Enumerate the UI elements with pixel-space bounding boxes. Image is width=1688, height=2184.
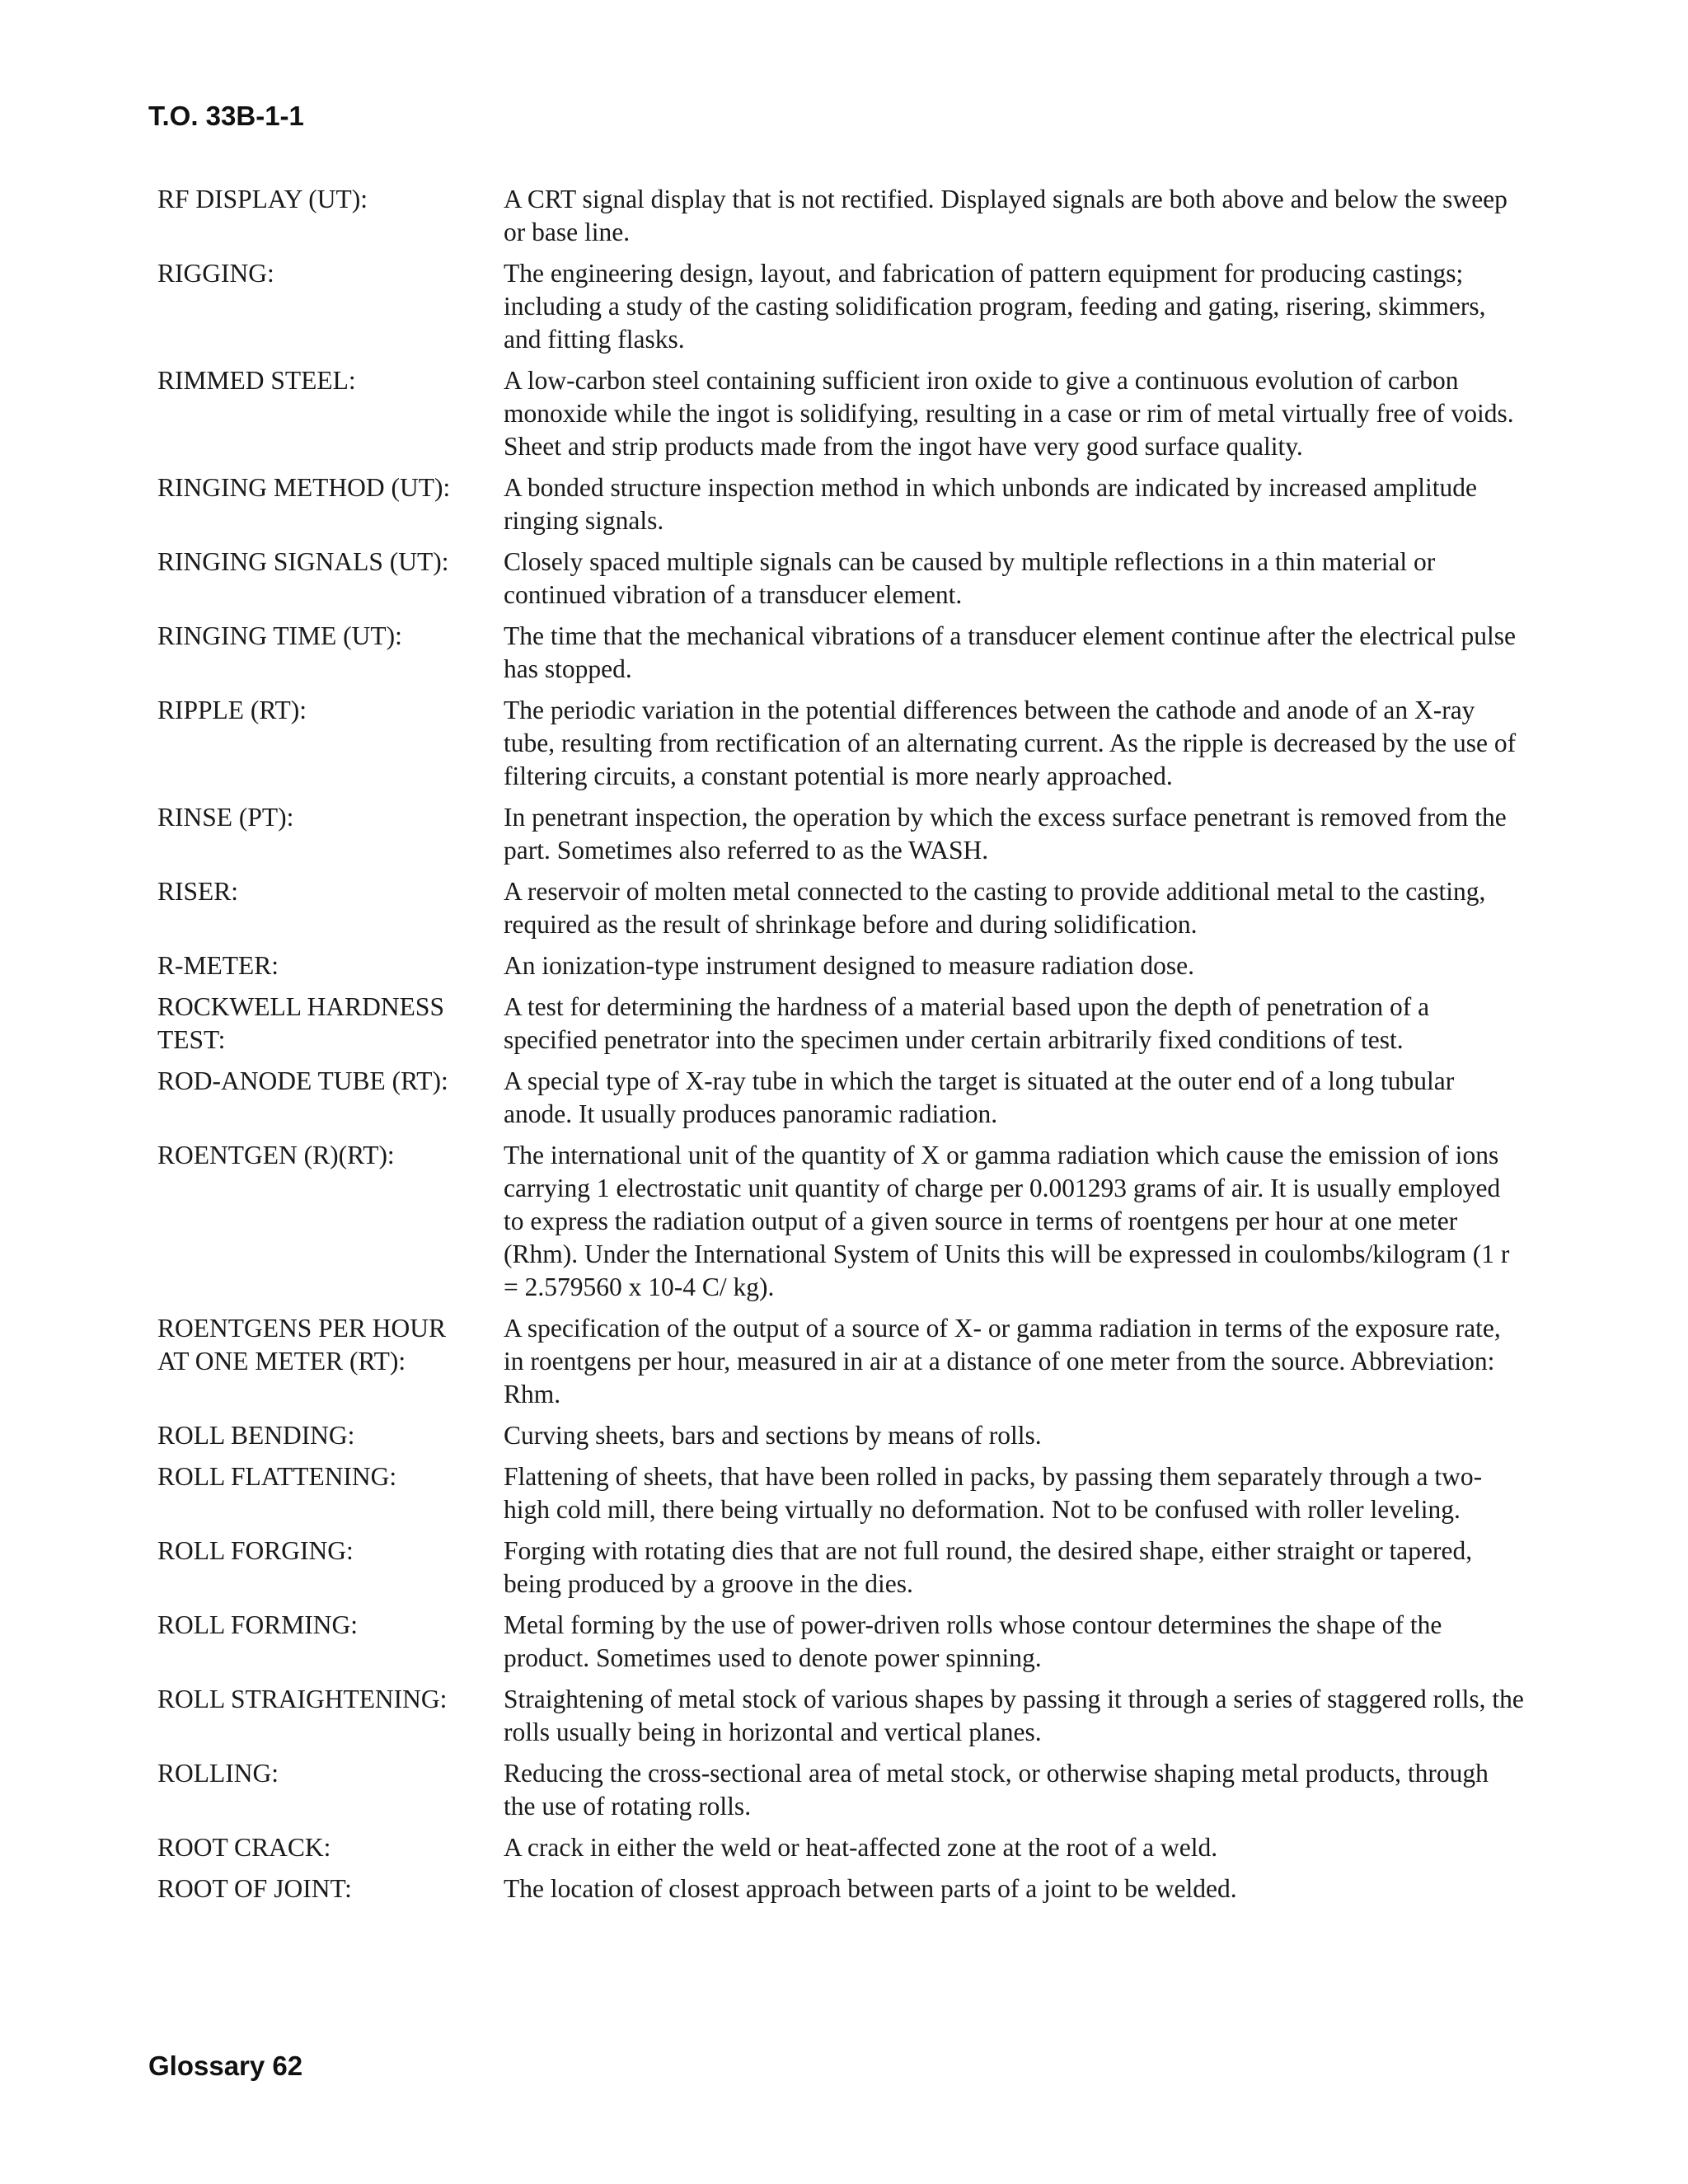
glossary-list: [157, 183, 1526, 1914]
glossary-term: ROLL FORMING:: [157, 1610, 358, 1639]
glossary-definition: The international unit of the quantity of X or gamma radiation which cause the emission of ions carrying 1 electrostatic unit quantity of charge per 0.001293 grams of air. It is usually employed to express the radiation output of a given source in terms of roentgens per hour at one meter (Rhm). Under the International System of Units this will be expressed in coulombs/kilogram (1 r = 2.579560 x 10-4 C/ kg).: [504, 1141, 1510, 1301]
glossary-term: RIMMED STEEL:: [157, 366, 356, 395]
glossary-term: RIPPLE (RT):: [157, 696, 307, 724]
glossary-definition: The periodic variation in the potential differences between the cathode and anode of an X-ray tube, resulting from rectification of an alternating current. As the ripple is decreased by the use of filtering circuits, a constant potential is more nearly approached.: [504, 696, 1517, 790]
glossary-term: ROD-ANODE TUBE (RT):: [157, 1066, 448, 1095]
glossary-definition: A reservoir of molten metal connected to the casting to provide additional metal to the casting, required as the result of shrinkage before and during solidification.: [504, 877, 1486, 939]
glossary-definition: The location of closest approach between parts of a joint to be welded.: [504, 1874, 1237, 1903]
glossary-definition: Curving sheets, bars and sections by means of rolls.: [504, 1421, 1042, 1450]
glossary-entry: [157, 949, 1526, 982]
glossary-term: RF DISPLAY (UT):: [157, 185, 368, 213]
document-id-header: T.O. 33B-1-1: [148, 101, 304, 131]
glossary-entry: [157, 183, 1526, 249]
glossary-term: RISER:: [157, 877, 239, 906]
page-number-footer: Glossary 62: [148, 2050, 303, 2081]
glossary-entry: [157, 991, 1526, 1057]
glossary-entry: [157, 1831, 1526, 1864]
glossary-entry: [157, 1419, 1526, 1452]
glossary-entry: [157, 875, 1526, 941]
glossary-entry: [157, 471, 1526, 537]
glossary-definition: In penetrant inspection, the operation by which the excess surface penetrant is removed from the part. Sometimes also referred to as the WASH.: [504, 803, 1507, 865]
glossary-entry: [157, 620, 1526, 686]
glossary-entry: [157, 1757, 1526, 1823]
glossary-definition: Flattening of sheets, that have been rolled in packs, by passing them separately through a two-high cold mill, there being virtually no deformation. Not to be confused with roller leveling.: [504, 1462, 1483, 1524]
glossary-term: RINGING TIME (UT):: [157, 621, 402, 650]
glossary-definition: Forging with rotating dies that are not full round, the desired shape, either straight or tapered, being produced by a groove in the dies.: [504, 1536, 1473, 1598]
glossary-entry: [157, 1460, 1526, 1526]
glossary-entry: [157, 1065, 1526, 1131]
glossary-term: RIGGING:: [157, 259, 274, 288]
glossary-definition: The engineering design, layout, and fabrication of pattern equipment for producing castings; including a study of the casting solidification program, feeding and gating, risering, skimmers, and fitting flasks.: [504, 259, 1486, 354]
glossary-definition: Closely spaced multiple signals can be caused by multiple reflections in a thin material or continued vibration of a transducer element.: [504, 547, 1436, 609]
glossary-term: ROCKWELL HARDNESS TEST:: [157, 992, 444, 1054]
glossary-definition: A low-carbon steel containing sufficient iron oxide to give a continuous evolution of carbon monoxide while the ingot is solidifying, resulting in a case or rim of metal virtually free of voids. Sheet and strip products made from the ingot have very good surface quality.: [504, 366, 1514, 461]
glossary-term: ROOT OF JOINT:: [157, 1874, 352, 1903]
glossary-term: RINGING SIGNALS (UT):: [157, 547, 449, 576]
glossary-term: ROOT CRACK:: [157, 1833, 331, 1862]
glossary-entry: [157, 257, 1526, 356]
glossary-definition: A test for determining the hardness of a material based upon the depth of penetration of a specified penetrator into the specimen under certain arbitrarily fixed conditions of test.: [504, 992, 1430, 1054]
glossary-term: ROENTGEN (R)(RT):: [157, 1141, 395, 1169]
glossary-entry: [157, 546, 1526, 612]
glossary-term: ROLL FLATTENING:: [157, 1462, 397, 1491]
glossary-term: RINSE (PT):: [157, 803, 294, 832]
glossary-entry: [157, 694, 1526, 793]
glossary-definition: Metal forming by the use of power-driven rolls whose contour determines the shape of the product. Sometimes used to denote power spinning.: [504, 1610, 1442, 1672]
glossary-term: ROENTGENS PER HOUR AT ONE METER (RT):: [157, 1314, 447, 1376]
glossary-definition: The time that the mechanical vibrations of a transducer element continue after the electrical pulse has stopped.: [504, 621, 1516, 683]
glossary-entry: [157, 1535, 1526, 1601]
glossary-term: ROLL STRAIGHTENING:: [157, 1685, 448, 1713]
glossary-entry: [157, 801, 1526, 867]
glossary-definition: Reducing the cross-sectional area of metal stock, or otherwise shaping metal products, through the use of rotating rolls.: [504, 1759, 1489, 1821]
glossary-definition: A special type of X-ray tube in which the target is situated at the outer end of a long tubular anode. It usually produces panoramic radiation.: [504, 1066, 1455, 1128]
glossary-definition: An ionization-type instrument designed to measure radiation dose.: [504, 951, 1195, 980]
glossary-definition: A specification of the output of a source of X- or gamma radiation in terms of the exposure rate, in roentgens per hour, measured in air at a distance of one meter from the source. Abbreviation: Rhm.: [504, 1314, 1501, 1408]
glossary-definition: Straightening of metal stock of various shapes by passing it through a series of staggered rolls, the rolls usually being in horizontal and vertical planes.: [504, 1685, 1524, 1746]
glossary-entry: [157, 1312, 1526, 1411]
glossary-term: RINGING METHOD (UT):: [157, 473, 451, 502]
glossary-entry: [157, 1609, 1526, 1675]
glossary-definition: A CRT signal display that is not rectified. Displayed signals are both above and below the sweep or base line.: [504, 185, 1507, 246]
glossary-term: ROLLING:: [157, 1759, 279, 1788]
glossary-entry: [157, 1872, 1526, 1905]
glossary-entry: [157, 1683, 1526, 1749]
glossary-definition: A crack in either the weld or heat-affected zone at the root of a weld.: [504, 1833, 1218, 1862]
glossary-term: ROLL BENDING:: [157, 1421, 355, 1450]
glossary-entry: [157, 364, 1526, 463]
glossary-definition: A bonded structure inspection method in which unbonds are indicated by increased amplitude ringing signals.: [504, 473, 1477, 535]
glossary-term: R-METER:: [157, 951, 279, 980]
glossary-entry: [157, 1139, 1526, 1304]
glossary-term: ROLL FORGING:: [157, 1536, 354, 1565]
